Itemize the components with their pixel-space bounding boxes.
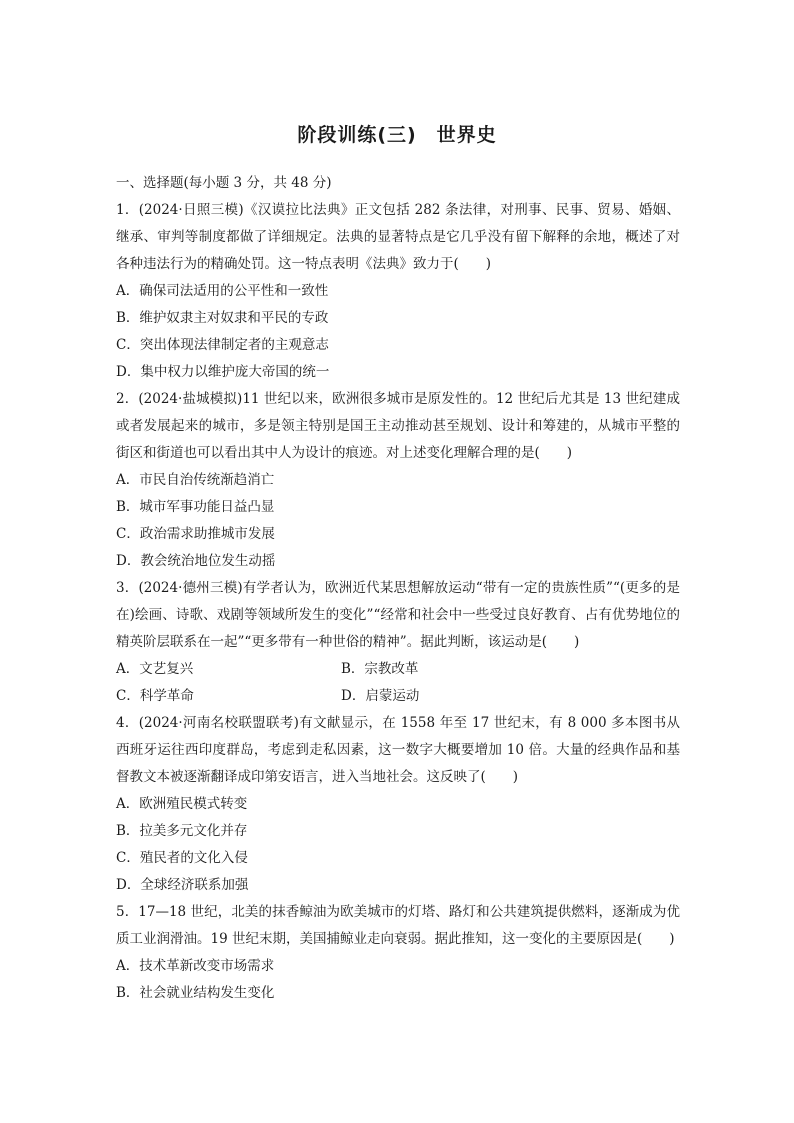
option-b: B．拉美多元文化并存 (116, 823, 248, 839)
option-c: C．科学革命 (116, 688, 194, 704)
option-b: B．社会就业结构发生变化 (116, 985, 275, 1001)
question-2 (116, 386, 680, 575)
option-b: B．宗教改革 (341, 661, 419, 677)
page-title: 阶段训练(三) 世界史 (297, 124, 497, 146)
option-a: A．市民自治传统渐趋消亡 (116, 472, 275, 488)
option-d: D．教会统治地位发生动摇 (116, 553, 276, 569)
option-c: C．政治需求助推城市发展 (116, 526, 275, 542)
option-row (116, 683, 680, 710)
option-d: D．启蒙运动 (341, 688, 420, 704)
question-1 (116, 197, 680, 386)
section-heading: 一、选择题(每小题 3 分，共 48 分) (116, 175, 332, 191)
question-stem: 3．(2024·德州三模)有学者认为，欧洲近代某思想解放运动“带有一定的贵族性质”“(更多的是在)绘画、诗歌、戏剧等领域所发生的变化”“经常和社会中一些受过良好教育、占有优势地位的精英阶层联系在一起”“更多带有一种世俗的精神”。据此判断，该运动是( ) (116, 580, 680, 650)
option-a: A．确保司法适用的公平性和一致性 (116, 283, 329, 299)
option-d: D．全球经济联系加强 (116, 877, 249, 893)
option-a: A．欧洲殖民模式转变 (116, 796, 248, 812)
question-4 (116, 710, 680, 899)
question-stem: 5．17—18 世纪，北美的抹香鲸油为欧美城市的灯塔、路灯和公共建筑提供燃料，逐渐成为优质工业润滑油。19 世纪末期，美国捕鲸业走向衰弱。据此推知，这一变化的主要原因是( ) (116, 904, 680, 947)
option-c: C．突出体现法律制定者的主观意志 (116, 337, 329, 353)
question-5 (116, 899, 680, 1007)
option-b: B．维护奴隶主对奴隶和平民的专政 (116, 310, 329, 326)
option-c: C．殖民者的文化入侵 (116, 850, 248, 866)
option-a: A．文艺复兴 (116, 661, 194, 677)
question-3 (116, 575, 680, 710)
question-stem: 1．(2024·日照三模)《汉谟拉比法典》正文包括 282 条法律，对刑事、民事、贸易、婚姻、继承、审判等制度都做了详细规定。法典的显著特点是它几乎没有留下解释的余地，概述了对各种违法行为的精确处罚。这一特点表明《法典》致力于( ) (116, 202, 680, 272)
option-row (116, 656, 680, 683)
question-stem: 4．(2024·河南名校联盟联考)有文献显示，在 1558 年至 17 世纪末，有 8 000 多本图书从西班牙运往西印度群岛，考虑到走私因素，这一数字大概要增加 10 倍。大量的经典作品和基督教文本被逐渐翻译成印第安语言，进入当地社会。这反映了( ) (116, 715, 680, 785)
option-b: B．城市军事功能日益凸显 (116, 499, 275, 515)
option-d: D．集中权力以维护庞大帝国的统一 (116, 364, 330, 380)
question-stem: 2．(2024·盐城模拟)11 世纪以来，欧洲很多城市是原发性的。12 世纪后尤其是 13 世纪建成或者发展起来的城市，多是领主特别是国王主动推动甚至规划、设计和筹建的，从城市平整的街区和街道也可以看出其中人为设计的痕迹。对上述变化理解合理的是( ) (116, 391, 680, 461)
option-a: A．技术革新改变市场需求 (116, 958, 275, 974)
question-content (116, 170, 680, 1007)
